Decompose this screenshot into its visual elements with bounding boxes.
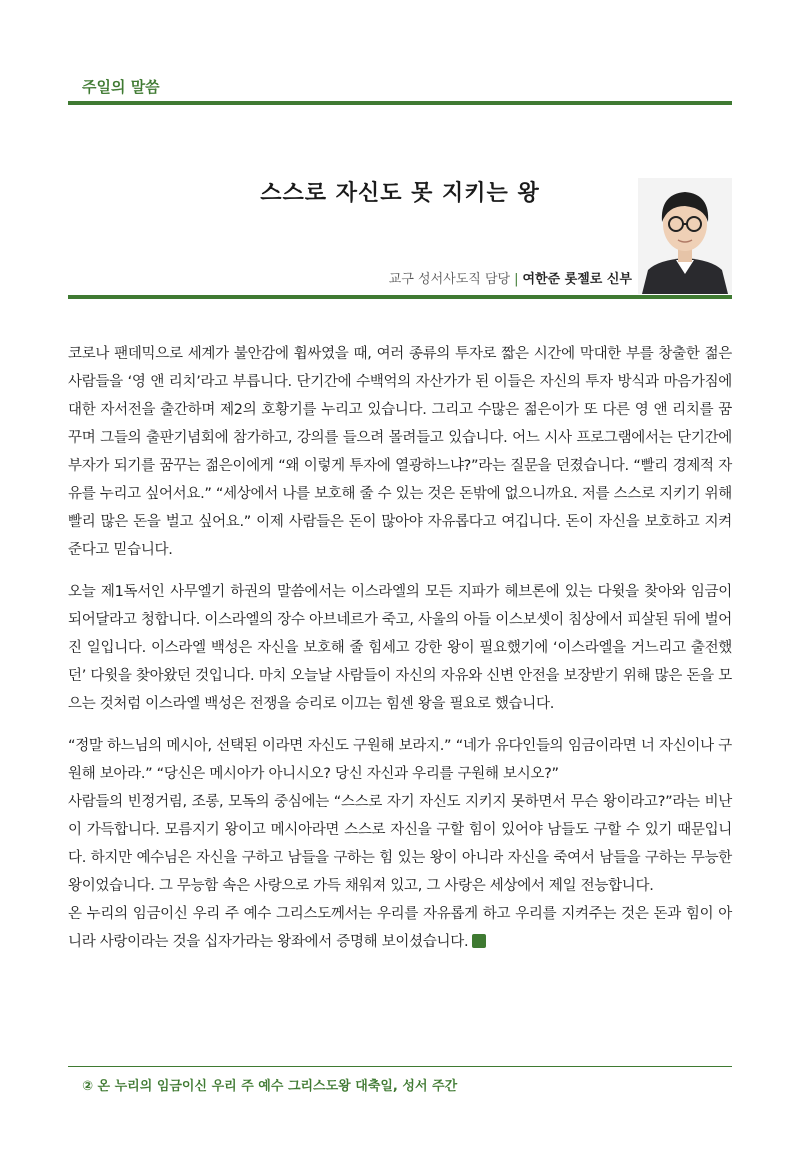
paragraph: 오늘 제1독서인 사무엘기 하권의 말씀에서는 이스라엘의 모든 지파가 헤브론에 있는 다윗을 찾아와 임금이 되어달라고 청합니다. 이스라엘의 장수 아브네르가 죽고, 사울의 아들 이스보셋이 침상에서 피살된 뒤에 벌어진 일입니다. 이스라엘 백성은 자신을 보호해 줄 힘세고 강한 왕이 필요했기에 ‘이스라엘을 거느리고 출전했던’ 다윗을 찾아왔던 것입니다. 마치 오늘날 사람들이 자신의 자유와 신변 안전을 보장받기 위해 많은 돈을 모으는 것처럼 이스라엘 백성은 전쟁을 승리로 이끄는 힘센 왕을 필요로 했습니다. bbox=[68, 584, 732, 712]
header-divider bbox=[68, 101, 732, 105]
byline-role: 교구 성서사도직 담당 bbox=[388, 272, 511, 287]
footer-text: ② 온 누리의 임금이신 우리 주 예수 그리스도왕 대축일, 성서 주간 bbox=[82, 1079, 458, 1094]
end-mark-icon bbox=[472, 934, 486, 948]
closing-paragraph bbox=[68, 900, 732, 956]
paragraph: “정말 하느님의 메시아, 선택된 이라면 자신도 구원해 보라지.” “네가 유다인들의 임금이라면 너 자신이나 구원해 보아라.” “당신은 메시아가 아니시오? 당신 자신과 우리를 구원해 보시오?” bbox=[68, 738, 732, 782]
byline-name: 여한준 롯젤로 신부 bbox=[522, 272, 632, 287]
paragraph: 코로나 팬데믹으로 세계가 불안감에 휩싸였을 때, 여러 종류의 투자로 짧은 시간에 막대한 부를 창출한 젊은 사람들을 ‘영 앤 리치’라고 부릅니다. 단기간에 수백억의 자산가가 된 이들은 자신의 투자 방식과 마음가짐에 대한 자서전을 출간하며 제2의 호황기를 누리고 있습니다. 그리고 수많은 젊은이가 또 다른 영 앤 리치를 꿈꾸며 그들의 출판기념회에 참가하고, 강의를 들으려 몰려들고 있습니다. 어느 시사 프로그램에서는 단기간에 부자가 되기를 꿈꾸는 젊은이에게 “왜 이렇게 투자에 열광하느냐?”라는 질문을 던졌습니다. “빨리 경제적 자유를 누리고 싶어서요.” “세상에서 나를 보호해 줄 수 있는 것은 돈밖에 없으니까요. 저를 스스로 지키기 위해 빨리 많은 돈을 벌고 싶어요.” 이제 사람들은 돈이 많아야 자유롭다고 여깁니다. 돈이 자신을 보호하고 지켜준다고 믿습니다. bbox=[68, 346, 732, 558]
paragraph: 사람들의 빈정거림, 조롱, 모독의 중심에는 “스스로 자기 자신도 지키지 못하면서 무슨 왕이라고?”라는 비난이 가득합니다. 모름지기 왕이고 메시아라면 스스로 자신을 구할 힘이 있어야 남들도 구할 수 있기 때문입니다. 하지만 예수님은 자신을 구하고 남들을 구하는 힘 있는 왕이 아니라 자신을 죽여서 남들을 구하는 무능한 왕이었습니다. 그 무능함 속은 사랑으로 가득 채워져 있고, 그 사랑은 세상에서 제일 전능합니다. bbox=[68, 794, 732, 894]
article-title: 스스로 자신도 못 지키는 왕 bbox=[260, 181, 540, 206]
author-portrait bbox=[638, 178, 732, 294]
closing-text: 온 누리의 임금이신 우리 주 예수 그리스도께서는 우리를 자유롭게 하고 우리를 지켜주는 것은 돈과 힘이 아니라 사랑이라는 것을 십자가라는 왕좌에서 증명해 보이셨습니다. bbox=[68, 906, 732, 950]
byline-separator: | bbox=[514, 272, 519, 287]
section-title: 주일의 말씀 bbox=[82, 78, 160, 96]
footer-divider bbox=[68, 1066, 732, 1067]
title-divider bbox=[68, 295, 732, 299]
article-body bbox=[68, 340, 732, 956]
byline bbox=[389, 268, 632, 287]
